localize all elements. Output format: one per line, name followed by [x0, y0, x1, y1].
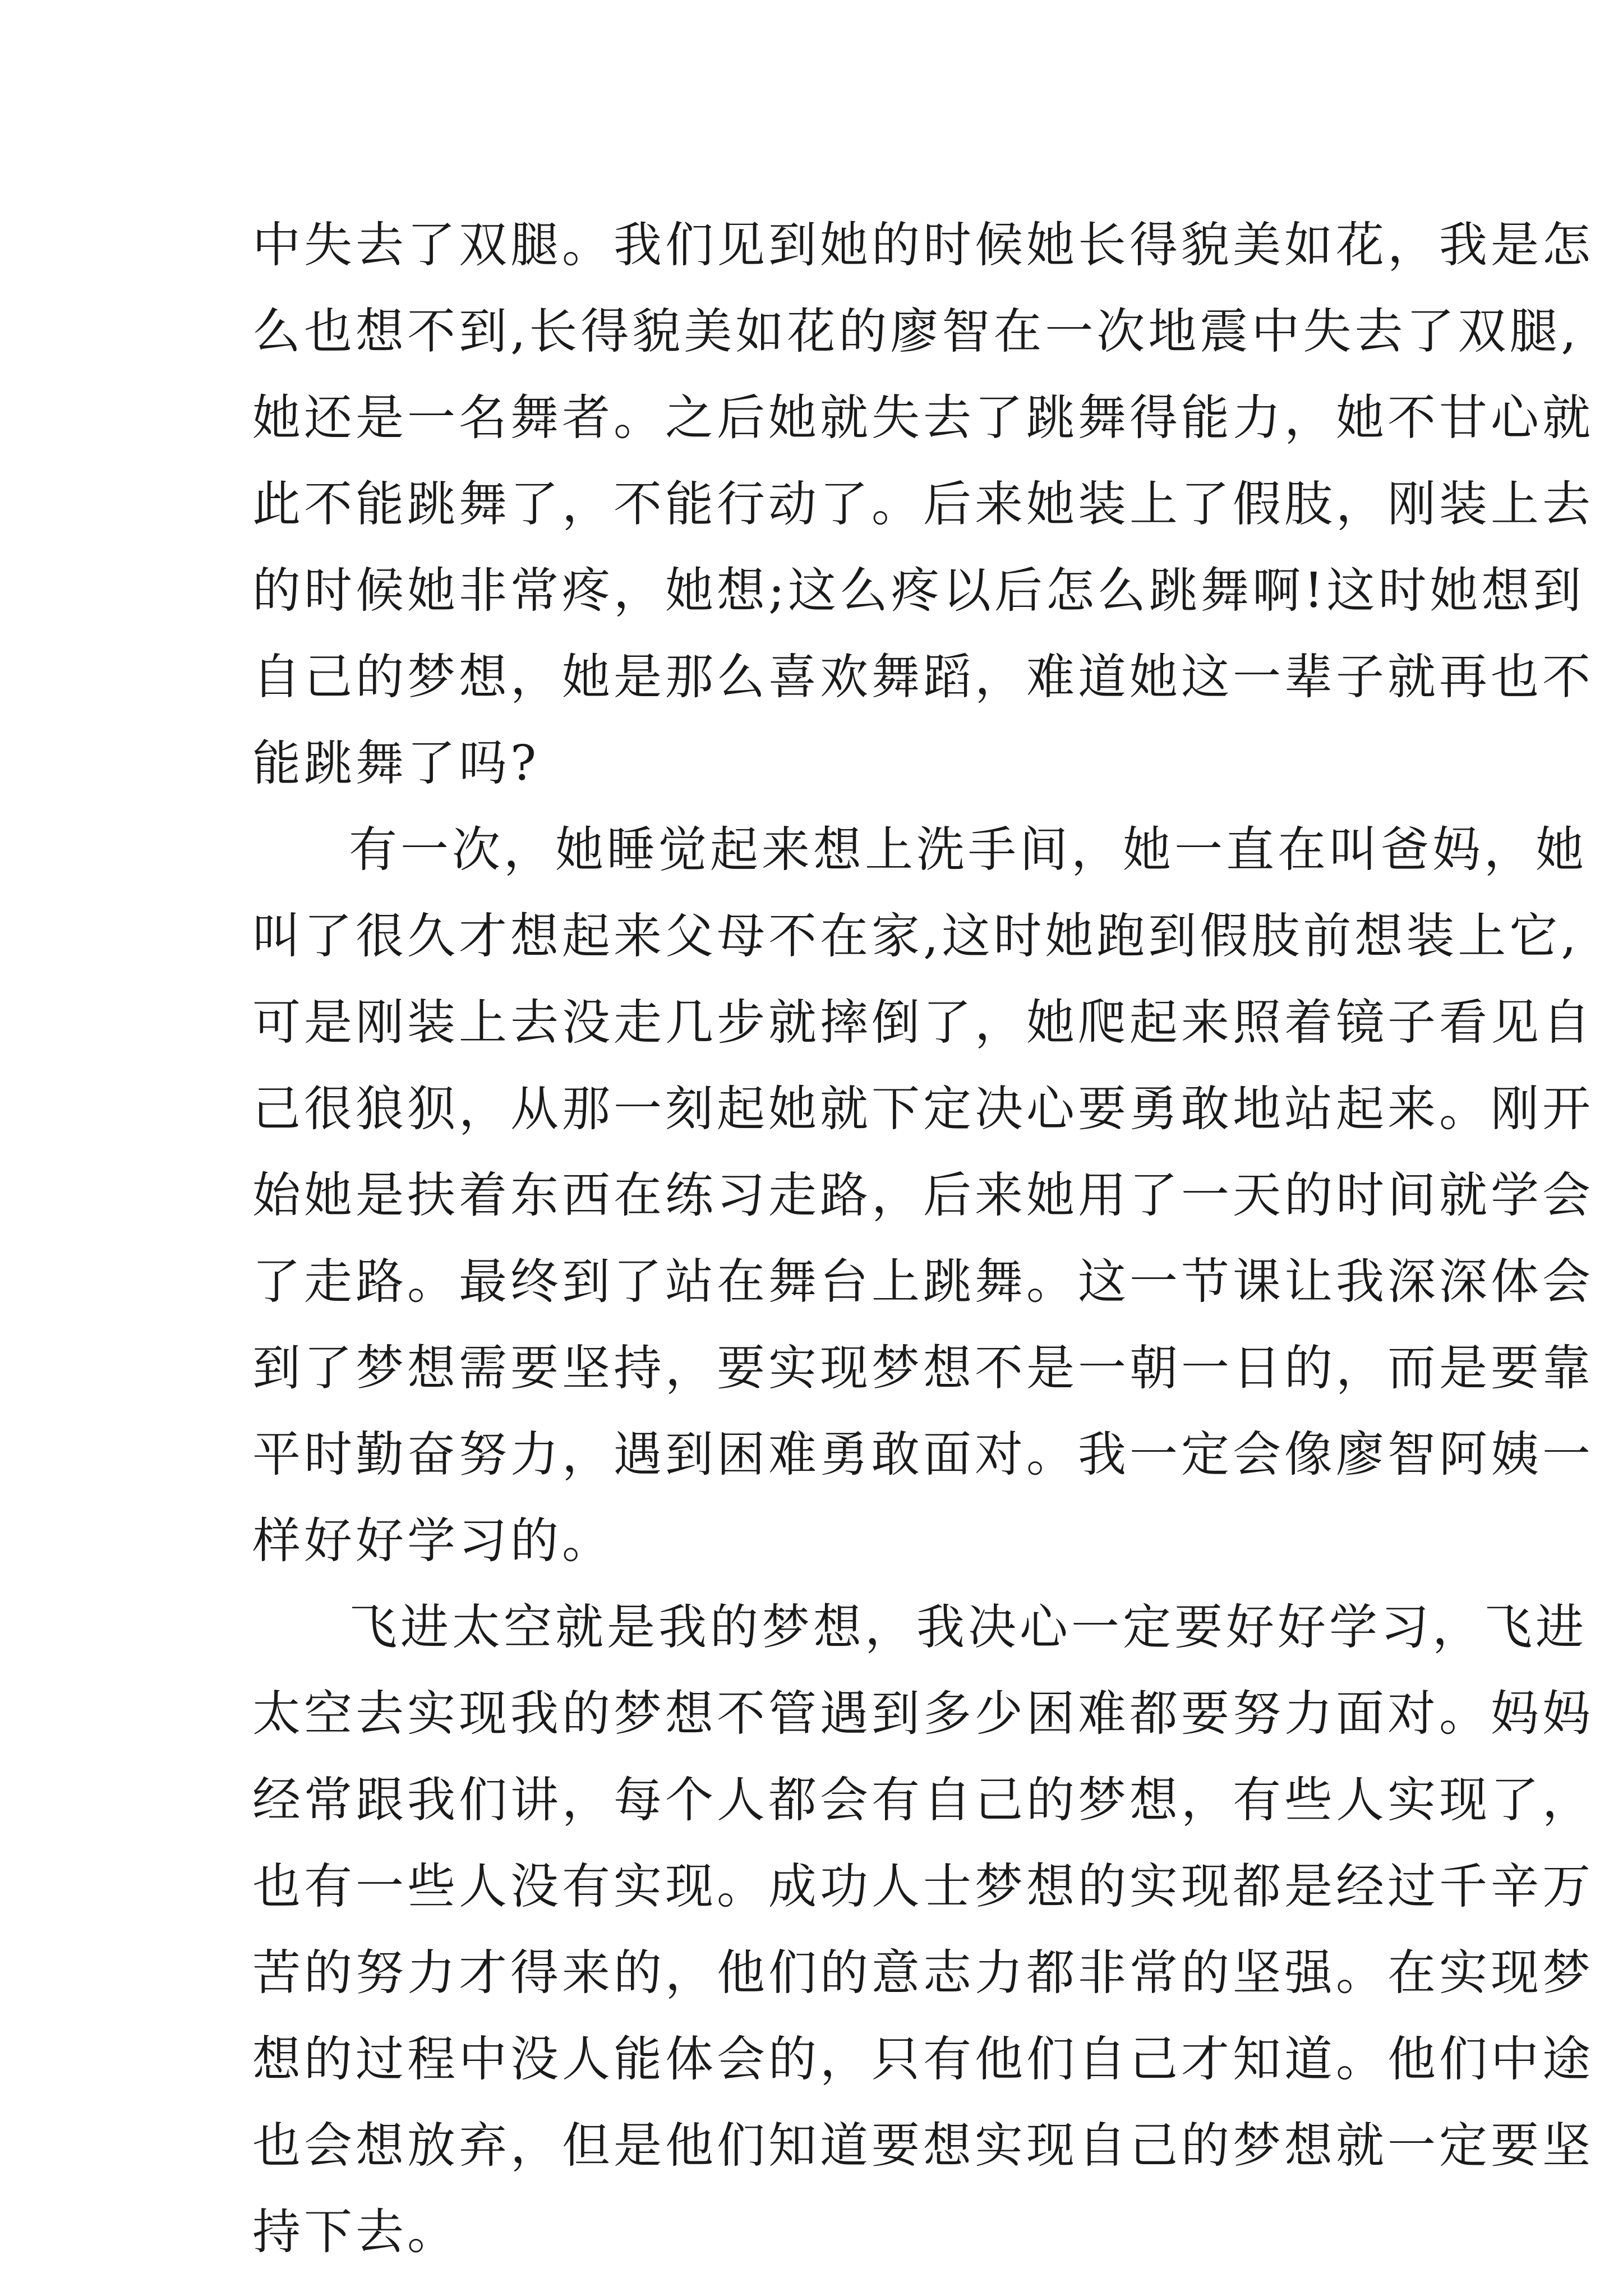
text-line: 叫了很久才想起来父母不在家,这时她跑到假肢前想装上它, [252, 908, 1580, 964]
text-line: 想的过程中没人能体会的，只有他们自己才知道。他们中途 [252, 2031, 1594, 2087]
text-line: 样好好学习的。 [252, 1513, 614, 1569]
text-line: 的时候她非常疼，她想;这么疼以后怎么跳舞啊!这时她想到 [252, 563, 1585, 619]
text-line: 到了梦想需要坚持，要实现梦想不是一朝一日的，而是要靠 [252, 1340, 1594, 1396]
text-line: 也会想放弃，但是他们知道要想实现自己的梦想就一定要坚 [252, 2118, 1594, 2174]
text-line: 持下去。 [252, 2204, 459, 2260]
text-line: 了走路。最终到了站在舞台上跳舞。这一节课让我深深体会 [252, 1254, 1594, 1310]
text-line: 经常跟我们讲，每个人都会有自己的梦想，有些人实现了， [252, 1772, 1594, 1828]
text-line: 也有一些人没有实现。成功人士梦想的实现都是经过千辛万 [252, 1858, 1594, 1915]
text-line: 此不能跳舞了，不能行动了。后来她装上了假肢，刚装上去 [252, 476, 1594, 532]
text-line: 苦的努力才得来的，他们的意志力都非常的坚强。在实现梦 [252, 1945, 1594, 2001]
text-line: 己很狼狈，从那一刻起她就下定决心要勇敢地站起来。刚开 [252, 1081, 1594, 1137]
text-line: 可是刚装上去没走几步就摔倒了，她爬起来照着镜子看见自 [252, 995, 1594, 1051]
text-line: 么也想不到,长得貌美如花的廖智在一次地震中失去了双腿, [252, 303, 1580, 360]
text-line: 平时勤奋努力，遇到困难勇敢面对。我一定会像廖智阿姨一 [252, 1427, 1594, 1483]
text-line: 始她是扶着东西在练习走路，后来她用了一天的时间就学会 [252, 1167, 1594, 1223]
paragraph-3 [252, 1584, 1594, 2275]
text-line: 自己的梦想，她是那么喜欢舞蹈，难道她这一辈子就再也不 [252, 649, 1594, 705]
text-line: 太空去实现我的梦想不管遇到多少困难都要努力面对。妈妈 [252, 1686, 1594, 1742]
paragraph-1 [252, 202, 1594, 807]
text-line: 能跳舞了吗? [252, 735, 540, 792]
paragraph-2 [252, 807, 1594, 1584]
document-body [252, 202, 1594, 2275]
text-line-indented: 有一次，她睡觉起来想上洗手间，她一直在叫爸妈，她 [349, 822, 1587, 878]
text-line: 她还是一名舞者。之后她就失去了跳舞得能力，她不甘心就 [252, 390, 1594, 446]
text-line-indented: 飞进太空就是我的梦想，我决心一定要好好学习，飞进 [349, 1599, 1587, 1655]
text-line: 中失去了双腿。我们见到她的时候她长得貌美如花，我是怎 [252, 217, 1594, 273]
